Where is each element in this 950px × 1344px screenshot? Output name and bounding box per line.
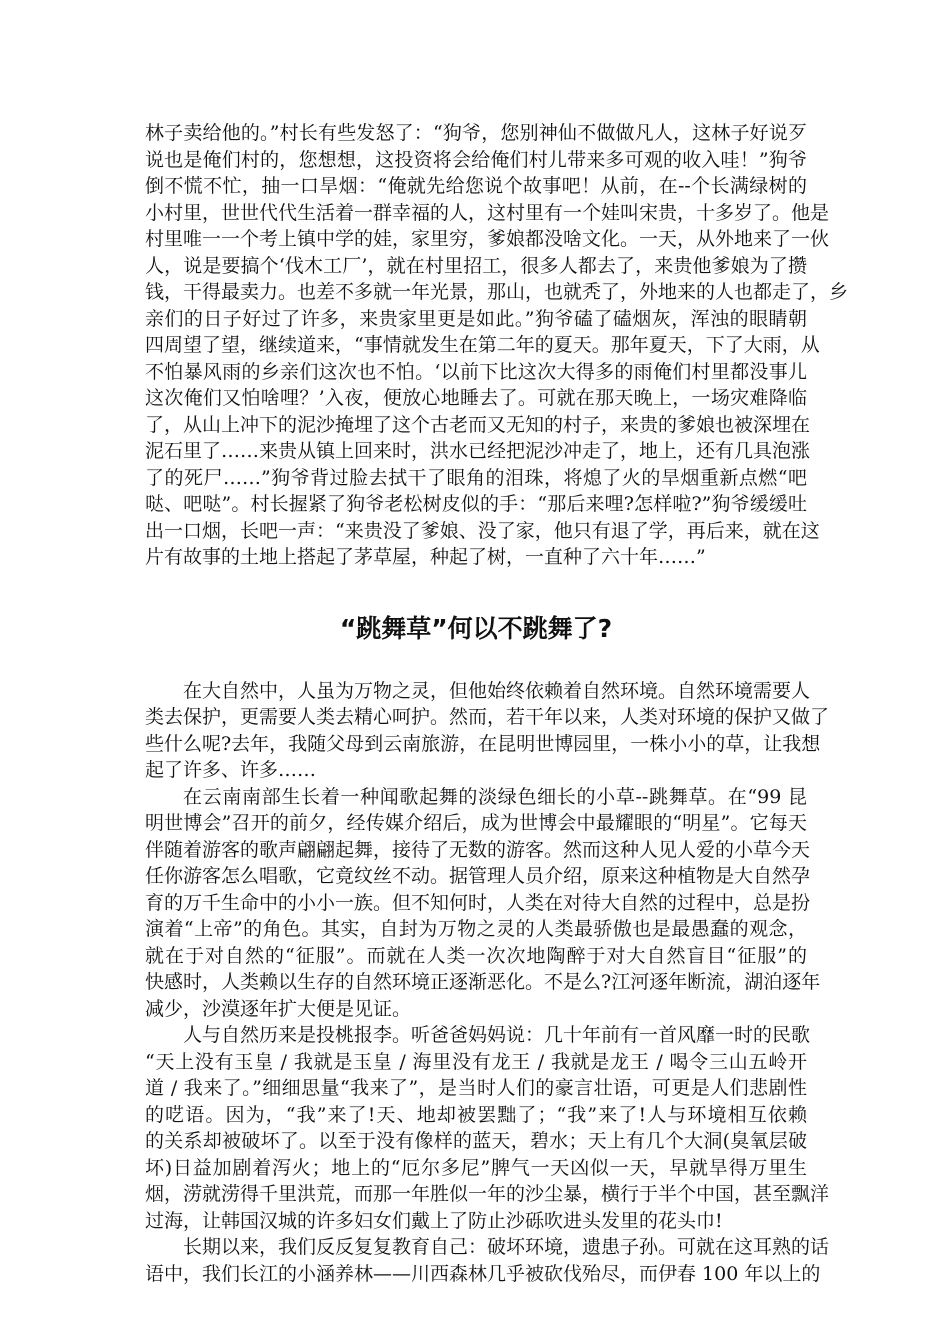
text-line: 伴随着游客的歌声翩翩起舞，接待了无数的游客。然而这种人见人爱的小草今天 xyxy=(145,838,811,861)
text-line: 亲们的日子好过了许多，来贵家里更是如此。”狗爷磕了磕烟灰，浑浊的眼睛朝 xyxy=(145,307,807,330)
text-line: 演着“上帝”的角色。其实，自封为万物之灵的人类最骄傲也是最愚蠢的观念， xyxy=(145,918,807,940)
article-title: “跳舞草”何以不跳舞了? xyxy=(339,613,613,643)
text-line: 小村里，世世代代生活着一群幸福的人，这村里有一个娃叫宋贵，十多岁了。他是 xyxy=(145,201,830,224)
text-line: 说也是俺们村的，您想想，这投资将会给俺们村儿带来多可观的收入哇！”狗爷 xyxy=(145,148,807,171)
text-line: 林子卖给他的。”村长有些发怒了：“狗爷，您别神仙不做做凡人，这林子好说歹 xyxy=(145,122,807,144)
article-body xyxy=(145,678,830,1288)
text-line: 过海，让韩国汉城的许多妇女们戴上了防止沙砾吹进头发里的花头巾! xyxy=(145,1209,723,1232)
text-line: 人，说是要搞个‘伐木工厂’，就在村里招工，很多人都去了，来贵他爹娘为了攒 xyxy=(145,254,807,277)
text-line: 了的死尸……”狗爷背过脸去拭干了眼角的泪珠，将熄了火的旱烟重新点燃“吧 xyxy=(145,466,807,489)
text-line: 任你游客怎么唱歌，它竟纹丝不动。据管理人员介绍，原来这种植物是大自然孕 xyxy=(145,865,811,887)
text-line: 村里唯一一个考上镇中学的娃，家里穷，爹娘都没啥文化。一天，从外地来了一伙 xyxy=(145,228,830,250)
text-line: 长期以来，我们反反复复教育自己：破坏环境，遗患子孙。可就在这耳熟的话 xyxy=(183,1236,830,1258)
text-line: 减少，沙漠逐年扩大便是见证。 xyxy=(145,997,412,1020)
text-line: 出一口烟，长吧一声：“来贵没了爹娘、没了家，他只有退了学，再后来，就在这 xyxy=(145,519,820,542)
paragraph xyxy=(145,784,821,1023)
text-line: 语中，我们长江的小涵养林——川西森林几乎被砍伐殆尽，而伊春 100 年以上的 xyxy=(145,1262,821,1285)
text-line: 起了许多、许多…… xyxy=(145,759,317,781)
text-line: 明世博会”召开的前夕，经传媒介绍后，成为世博会中最耀眼的“明星”。它每天 xyxy=(145,812,807,834)
text-line: 就在于对自然的“征服”。而就在人类一次次地陶醉于对大自然盲目“征服”的 xyxy=(145,944,807,967)
text-line: 钱，干得最卖力。也差不多就一年光景，那山，也就秃了，外地来的人也都走了，乡 xyxy=(145,281,849,303)
text-line: 育的万千生命中的小小一族。但不知何时，人类在对待大自然的过程中，总是扮 xyxy=(145,891,811,914)
text-line: “天上没有玉皇 / 我就是玉皇 / 海里没有龙王 / 我就是龙王 / 喝令三山五岭开 xyxy=(145,1050,807,1073)
paragraph xyxy=(145,1234,830,1287)
text-line: 这次俺们又怕啥哩？’入夜，便放心地睡去了。可就在那天晚上，一场灾难降临 xyxy=(145,387,807,409)
text-line: 人与自然历来是投桃报李。听爸爸妈妈说：几十年前有一首风靡一时的民歌 xyxy=(183,1024,811,1046)
story-continuation xyxy=(145,120,849,571)
text-line: 在云南南部生长着一种闻歌起舞的淡绿色细长的小草--跳舞草。在“99 昆 xyxy=(183,785,807,808)
text-line: 的关系却被破坏了。以至于没有像样的蓝天，碧水；天上有几个大洞(臭氧层破 xyxy=(145,1130,807,1152)
text-line: 些什么呢?去年，我随父母到云南旅游，在昆明世博园里，一株小小的草，让我想 xyxy=(145,732,821,755)
paragraph xyxy=(145,678,830,784)
text-line: 泥石里了……来贵从镇上回来时，洪水已经把泥沙冲走了，地上，还有几具泡涨 xyxy=(145,440,811,462)
document-page xyxy=(145,120,849,1287)
text-line: 坏)日益加剧着泻火；地上的“厄尔多尼”脾气一天凶似一天，早就旱得万里生 xyxy=(145,1156,807,1179)
text-line: 四周望了望，继续道来，“事情就发生在第二年的夏天。那年夏天，下了大雨，从 xyxy=(145,334,820,356)
text-line: 类去保护，更需要人类去精心呵护。然而，若干年以来，人类对环境的保护又做了 xyxy=(145,706,830,728)
text-line: 了，从山上冲下的泥沙掩埋了这个古老而又无知的村子，来贵的爹娘也被深埋在 xyxy=(145,413,811,436)
text-line: 哒、吧哒”。村长握紧了狗爷老松树皮似的手：“那后来哩?怎样啦?”狗爷缓缓吐 xyxy=(145,493,807,515)
text-line: 倒不慌不忙，抽一口旱烟：“俺就先给您说个故事吧！从前，在--个长满绿树的 xyxy=(145,175,807,197)
paragraph xyxy=(145,1022,830,1234)
text-line: 的呓语。因为，“我”来了!天、地却被罢黜了；“我”来了!人与环境相互依赖 xyxy=(145,1103,807,1126)
text-line: 在大自然中，人虽为万物之灵，但他始终依赖着自然环境。自然环境需要人 xyxy=(183,679,811,702)
text-line: 道 / 我来了。”细细思量“我来了”，是当时人们的豪言壮语，可更是人们悲剧性 xyxy=(145,1077,807,1099)
text-line: 快感时，人类赖以生存的自然环境正逐渐恶化。不是么?江河逐年断流，湖泊逐年 xyxy=(145,971,821,993)
text-line: 片有故事的土地上搭起了茅草屋，种起了树，一直种了六十年……” xyxy=(145,546,706,568)
text-line: 烟，涝就涝得千里洪荒，而那一年胜似一年的沙尘暴，横行于半个中国，甚至飘洋 xyxy=(145,1183,830,1205)
text-line: 不怕暴风雨的乡亲们这次也不怕。‘以前下比这次大得多的雨俺们村里都没事儿 xyxy=(145,360,807,383)
